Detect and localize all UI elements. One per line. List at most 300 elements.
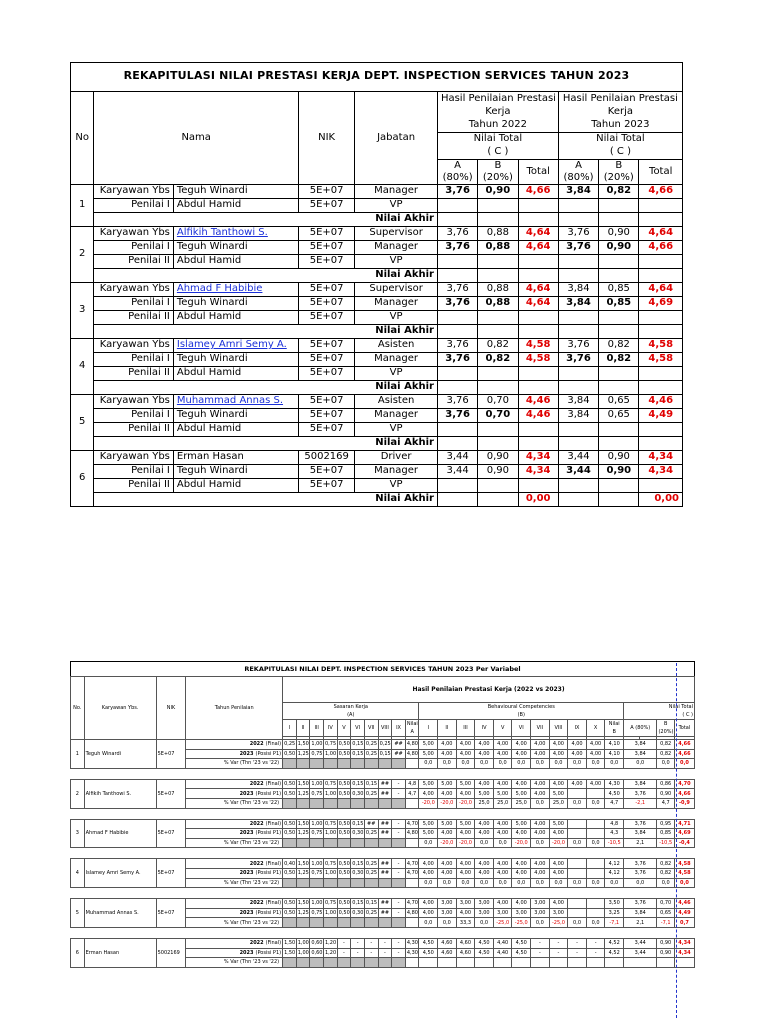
- behav-value: 0,0: [475, 838, 494, 848]
- cell: [657, 927, 674, 938]
- behav-value: 4,00: [549, 868, 568, 878]
- nilai-total-value: 4,66: [674, 789, 694, 799]
- behav-value: 4,00: [438, 740, 457, 750]
- behav-value: 0,0: [568, 759, 587, 769]
- sasaran-value: 0,15: [379, 750, 391, 757]
- score-total-2023: [639, 478, 683, 492]
- cell: [549, 768, 568, 779]
- behav-value: 0,0: [475, 878, 494, 888]
- table-row: [71, 677, 695, 703]
- sasaran-value: [378, 838, 392, 848]
- sasaran-value: -: [392, 859, 406, 869]
- table-row: [71, 436, 683, 450]
- sasaran-value: 1,00: [325, 750, 337, 757]
- behav-sub: (B): [517, 712, 525, 718]
- col-behav: III: [456, 720, 475, 737]
- cell: [392, 848, 406, 859]
- col-behav: VIII: [549, 720, 568, 737]
- nilai-total-value: 0,82: [657, 868, 674, 878]
- col-behav: V: [493, 720, 512, 737]
- score-total-2023: 4,49: [639, 408, 683, 422]
- cell: [437, 212, 477, 226]
- behav-value: 4,00: [419, 859, 438, 869]
- score-total-2022: 4,58: [518, 352, 558, 366]
- col-sasaran: IX: [392, 720, 406, 737]
- summary-sheet: [70, 62, 683, 507]
- sasaran-value: 4,80: [406, 830, 418, 837]
- table-row: [71, 938, 695, 948]
- sasaran-value: [351, 878, 365, 888]
- employee-name: Abdul Hamid: [173, 366, 298, 380]
- cell: [310, 848, 324, 859]
- nik-value: 5E+07: [299, 254, 355, 268]
- sasaran-value: ##: [378, 819, 392, 829]
- cell: [186, 888, 283, 899]
- sasaran-value: -: [392, 938, 406, 948]
- score-total-2023: 4,66: [639, 184, 683, 198]
- cell: [475, 888, 494, 899]
- sasaran-value: [364, 759, 378, 769]
- behav-value: 0,0: [531, 918, 550, 928]
- behav-value: [549, 958, 568, 968]
- cell: [478, 268, 518, 282]
- employee-name: Abdul Hamid: [173, 478, 298, 492]
- sasaran-value: 1,20: [325, 949, 337, 956]
- behav-value: 4,00: [438, 868, 457, 878]
- sasaran-value: 1,50: [297, 900, 309, 907]
- score-a-2022: 3,76: [437, 184, 477, 198]
- row-number: 6: [71, 938, 85, 967]
- sasaran-value: -: [392, 868, 406, 878]
- sasaran-value: -: [351, 948, 365, 958]
- tahun-label: [186, 958, 283, 968]
- table-row: [71, 380, 683, 394]
- cell: [549, 848, 568, 859]
- tahun-label: [186, 908, 283, 918]
- col-behav: Nilai B: [605, 720, 624, 737]
- header-no: No.: [71, 677, 85, 740]
- behav-value: [586, 789, 605, 799]
- col-behav: X: [586, 720, 605, 737]
- cell: [493, 888, 512, 899]
- table-row: [71, 899, 695, 909]
- behav-value: 4,00: [456, 859, 475, 869]
- header-a-label: A: [575, 159, 582, 171]
- header-sasaran: [283, 703, 419, 720]
- table-row: [71, 282, 683, 296]
- score-a-2023: [558, 478, 598, 492]
- score-total-2023: 4,69: [639, 296, 683, 310]
- cell: [568, 768, 587, 779]
- nilai-akhir-2023: 0,00: [639, 492, 683, 506]
- jabatan-value: Supervisor: [355, 282, 438, 296]
- tahun-label: [186, 948, 283, 958]
- sasaran-value: -: [392, 899, 406, 909]
- nilai-total-value: 2,1: [624, 838, 657, 848]
- sasaran-value: 0,50: [284, 910, 296, 917]
- col-behav: I: [419, 720, 438, 737]
- sasaran-value: 0,25: [365, 870, 378, 877]
- cell: [624, 888, 640, 899]
- sasaran-value: 0,40: [284, 860, 296, 867]
- sasaran-value: [392, 838, 406, 848]
- sasaran-value: 1,00: [297, 949, 309, 956]
- nik-value: 5E+07: [156, 899, 186, 928]
- jabatan-value: VP: [355, 422, 438, 436]
- cell: [478, 212, 518, 226]
- sasaran-value: 0,50: [338, 790, 350, 797]
- sasaran-value: [351, 958, 365, 968]
- cell: [549, 927, 568, 938]
- behav-value: 4,12: [605, 859, 624, 869]
- score-a-2023: [558, 254, 598, 268]
- cell: [512, 808, 531, 819]
- header-2022-l3: Tahun 2022: [437, 119, 558, 133]
- col-sasaran: IV: [324, 720, 338, 737]
- score-b-2022: [478, 366, 518, 380]
- score-total-2023: 4,58: [639, 352, 683, 366]
- cell: [364, 888, 378, 899]
- year-label: % Var (Thn '23 vs '22): [223, 760, 280, 767]
- sasaran-value: -: [351, 938, 365, 948]
- cell: [456, 927, 475, 938]
- nik-value: 5E+07: [299, 366, 355, 380]
- employee-name[interactable]: Muhammad Annas S.: [173, 394, 298, 408]
- role-label: Karyawan Ybs: [94, 394, 174, 408]
- behav-value: 0,0: [586, 838, 605, 848]
- behav-value: 0,0: [493, 838, 512, 848]
- behav-value: -25,0: [512, 918, 531, 928]
- tahun-label: [186, 749, 283, 759]
- behav-value: 0,0: [586, 878, 605, 888]
- sasaran-value: 0,50: [338, 860, 350, 867]
- score-a-2023: [558, 422, 598, 436]
- employee-name: Ahmad F Habibie: [84, 819, 156, 848]
- nilai-total-value: 4,58: [674, 868, 694, 878]
- row-number: 2: [71, 779, 85, 808]
- tahun-label: [186, 899, 283, 909]
- table-row: [71, 464, 683, 478]
- cell: [624, 848, 640, 859]
- score-b-2023: 0,90: [599, 240, 639, 254]
- cell: [392, 927, 406, 938]
- sasaran-value: [283, 838, 297, 848]
- score-b-2022: 0,90: [478, 464, 518, 478]
- score-b-2022: [478, 478, 518, 492]
- year-tag: (Posisi P1): [255, 830, 282, 837]
- role-label: Penilai I: [94, 464, 174, 478]
- behav-value: 4,00: [568, 779, 587, 789]
- behav-value: 4,10: [605, 740, 624, 750]
- jabatan-value: VP: [355, 198, 438, 212]
- employee-name[interactable]: Ahmad F Habibie: [173, 282, 298, 296]
- sasaran-value: ##: [378, 789, 392, 799]
- sasaran-value: 0,50: [284, 900, 296, 907]
- sasaran-value: 1,00: [297, 940, 309, 947]
- sasaran-value: 1,50: [284, 940, 296, 947]
- cell: [568, 848, 587, 859]
- behav-value: -10,5: [605, 838, 624, 848]
- nilai-total-value: 0,0: [657, 878, 674, 888]
- year-tag: (Final): [265, 860, 282, 867]
- header-c: ( C ): [437, 146, 558, 160]
- behav-value: 4,12: [605, 868, 624, 878]
- nilai-total-value: 4,34: [674, 938, 694, 948]
- nilai-total-value: [674, 958, 694, 968]
- behav-value: -25,0: [493, 918, 512, 928]
- behav-value: 4,00: [419, 899, 438, 909]
- behav-value: 3,50: [605, 899, 624, 909]
- header-2023-l1: Hasil Penilaian Prestasi: [558, 92, 682, 106]
- cell: [337, 927, 351, 938]
- behav-value: -: [568, 938, 587, 948]
- behav-value: 4,00: [549, 749, 568, 759]
- sasaran-value: 4,30: [406, 940, 418, 947]
- sasaran-value: [337, 918, 351, 928]
- jabatan-value: VP: [355, 478, 438, 492]
- year-label: 2023: [239, 790, 254, 797]
- score-total-2023: [639, 254, 683, 268]
- cell: [599, 212, 639, 226]
- header-nama: Nama: [94, 92, 299, 185]
- nik-value: 5E+07: [299, 408, 355, 422]
- sasaran-value: [378, 759, 392, 769]
- cell: [351, 768, 365, 779]
- sasaran-value: 0,75: [311, 750, 323, 757]
- cell: [478, 324, 518, 338]
- sasaran-value: 0,15: [352, 860, 364, 867]
- col-nilai-total: B (20%): [658, 721, 674, 735]
- sasaran-value: 0,15: [352, 781, 364, 788]
- role-label: Penilai II: [94, 254, 174, 268]
- year-label: % Var (Thn '23 vs '22): [223, 800, 280, 807]
- variable-title: REKAPITULASI NILAI DEPT. INSPECTION SERVICES TAHUN 2023 Per Variabel: [70, 661, 695, 676]
- year-label: 2022: [249, 860, 264, 867]
- variable-table: [70, 676, 695, 968]
- table-row: [71, 338, 683, 352]
- header-b: [478, 159, 518, 184]
- cell: [478, 492, 518, 506]
- table-row: [71, 324, 683, 338]
- cell: [493, 848, 512, 859]
- score-b-2022: 0,88: [478, 240, 518, 254]
- score-total-2023: 4,66: [639, 240, 683, 254]
- score-a-2022: 3,76: [437, 282, 477, 296]
- table-row: [71, 92, 683, 106]
- role-label: Karyawan Ybs: [94, 184, 174, 198]
- header-hasil: Hasil Penilaian Prestasi Kerja (2022 vs 2023): [283, 677, 695, 703]
- sasaran-value: [378, 878, 392, 888]
- sasaran-value: ##: [392, 749, 406, 759]
- col-nilai-total: Total: [674, 720, 694, 737]
- behav-value: 5,00: [549, 789, 568, 799]
- table-row: [71, 859, 695, 869]
- variable-sheet: [70, 661, 695, 968]
- score-a-2022: [437, 366, 477, 380]
- employee-name: Teguh Winardi: [84, 740, 156, 769]
- score-a-2023: [558, 198, 598, 212]
- nik-value: 5002169: [156, 938, 186, 967]
- cell: [84, 848, 156, 859]
- nilai-akhir-label: Nilai Akhir: [94, 436, 438, 450]
- sasaran-value: 0,75: [311, 830, 323, 837]
- sasaran-value: [296, 838, 310, 848]
- sasaran-value: [296, 878, 310, 888]
- sasaran-value: [296, 759, 310, 769]
- role-label: Penilai I: [94, 240, 174, 254]
- table-row: [71, 226, 683, 240]
- employee-name[interactable]: Alfikih Tanthowi S.: [173, 226, 298, 240]
- behav-value: 4,50: [475, 948, 494, 958]
- cell: [640, 848, 657, 859]
- behav-value: 4,00: [568, 749, 587, 759]
- header-2022-l1: Hasil Penilaian Prestasi: [437, 92, 558, 106]
- behav-value: 0,0: [605, 878, 624, 888]
- sasaran-value: [296, 958, 310, 968]
- nik-value: 5E+07: [156, 779, 186, 808]
- cell: [438, 927, 457, 938]
- nik-value: 5E+07: [299, 198, 355, 212]
- behav-value: 25,0: [475, 798, 494, 808]
- sasaran-value: 0,15: [352, 750, 364, 757]
- sasaran-value: 0,50: [284, 820, 296, 827]
- nilai-total-value: 4,46: [674, 899, 694, 909]
- row-number: 4: [71, 859, 85, 888]
- cell: [438, 768, 457, 779]
- cell: [605, 768, 624, 779]
- cell: [531, 848, 550, 859]
- spacer-row: [71, 888, 695, 899]
- score-total-2022: 4,64: [518, 240, 558, 254]
- tahun-label: [186, 859, 283, 869]
- summary-title: REKAPITULASI NILAI PRESTASI KERJA DEPT. INSPECTION SERVICES TAHUN 2023: [70, 62, 683, 91]
- nilai-total-value: 0,7: [674, 918, 694, 928]
- nilai-total-value: 0,70: [657, 899, 674, 909]
- sasaran-value: ##: [378, 868, 392, 878]
- cell: [283, 808, 297, 819]
- sasaran-value: 0,50: [338, 750, 350, 757]
- cell: [531, 808, 550, 819]
- behav-value: 4,00: [493, 829, 512, 839]
- cell: [558, 324, 598, 338]
- behav-value: 0,0: [568, 918, 587, 928]
- cell: [437, 436, 477, 450]
- behav-value: 4,40: [493, 948, 512, 958]
- behav-value: 4,00: [475, 859, 494, 869]
- behav-value: [438, 958, 457, 968]
- cell: [392, 888, 406, 899]
- sasaran-value: 0,60: [311, 949, 323, 956]
- role-label: Karyawan Ybs: [94, 226, 174, 240]
- sasaran-value: ##: [378, 829, 392, 839]
- cell: [605, 848, 624, 859]
- sasaran-value: 1,25: [297, 790, 309, 797]
- nik-value: 5E+07: [299, 464, 355, 478]
- nilai-total-value: 0,65: [657, 908, 674, 918]
- behav-value: 4,00: [456, 789, 475, 799]
- cell: [419, 848, 438, 859]
- employee-name: Teguh Winardi: [173, 240, 298, 254]
- sasaran-value: 4,80: [406, 750, 418, 757]
- behav-value: 4,50: [419, 938, 438, 948]
- jabatan-value: Manager: [355, 240, 438, 254]
- behav-value: 4,00: [531, 829, 550, 839]
- header-2022-l2: Kerja: [437, 106, 558, 119]
- nilai-total-value: 4,66: [674, 749, 694, 759]
- cell: [674, 808, 694, 819]
- score-a-2023: 3,44: [558, 450, 598, 464]
- behav-value: 4,00: [531, 740, 550, 750]
- sasaran-value: 0,25: [365, 860, 378, 867]
- behav-value: 4,00: [493, 868, 512, 878]
- sasaran-value: [310, 798, 324, 808]
- cell: [405, 808, 419, 819]
- nilai-total-value: [624, 958, 657, 968]
- behav-value: 25,0: [493, 798, 512, 808]
- behav-value: [586, 819, 605, 829]
- jabatan-value: VP: [355, 310, 438, 324]
- tahun-label: [186, 918, 283, 928]
- nilai-akhir-2022: 0,00: [518, 492, 558, 506]
- behav-value: 5,00: [549, 819, 568, 829]
- sasaran-value: 1,00: [325, 830, 337, 837]
- cell: [71, 888, 85, 899]
- year-label: 2022: [249, 900, 264, 907]
- nilai-akhir-label: Nilai Akhir: [94, 268, 438, 282]
- score-b-2023: 0,85: [599, 282, 639, 296]
- score-b-2023: [599, 366, 639, 380]
- cell: [296, 768, 310, 779]
- year-tag: (Posisi P1): [255, 910, 282, 917]
- sasaran-value: 0,50: [284, 830, 296, 837]
- behav-value: 0,0: [531, 798, 550, 808]
- behav-value: 4,00: [512, 749, 531, 759]
- sasaran-value: 0,15: [352, 820, 364, 827]
- cell: [624, 808, 640, 819]
- employee-name: Abdul Hamid: [173, 310, 298, 324]
- sasaran-value: ##: [378, 859, 392, 869]
- behav-value: 0,0: [456, 759, 475, 769]
- employee-name[interactable]: Islamey Amri Semy A.: [173, 338, 298, 352]
- behav-value: 5,00: [512, 789, 531, 799]
- cell: [599, 436, 639, 450]
- behav-value: 4,60: [456, 938, 475, 948]
- cell: [324, 848, 338, 859]
- sasaran-value: 0,50: [284, 781, 296, 788]
- header-total: Total: [639, 159, 683, 184]
- score-b-2022: [478, 198, 518, 212]
- sasaran-value: ##: [378, 779, 392, 789]
- cell: [419, 768, 438, 779]
- nilai-total-value: 3,84: [624, 779, 657, 789]
- behav-value: 4,00: [586, 749, 605, 759]
- table-row: [71, 310, 683, 324]
- score-a-2022: 3,76: [437, 240, 477, 254]
- nilai-total-value: 0,82: [657, 740, 674, 750]
- cell: [456, 768, 475, 779]
- behav-value: 4,00: [456, 908, 475, 918]
- table-row: [71, 240, 683, 254]
- nilai-total-value: 3,76: [624, 899, 657, 909]
- sasaran-value: 0,50: [338, 900, 350, 907]
- row-number: 6: [71, 450, 94, 506]
- cell: [324, 808, 338, 819]
- score-total-2023: 4,58: [639, 338, 683, 352]
- sasaran-value: 1,50: [297, 781, 309, 788]
- behav-value: 4,00: [568, 740, 587, 750]
- nilai-total-value: 0,90: [657, 938, 674, 948]
- score-a-2022: [437, 198, 477, 212]
